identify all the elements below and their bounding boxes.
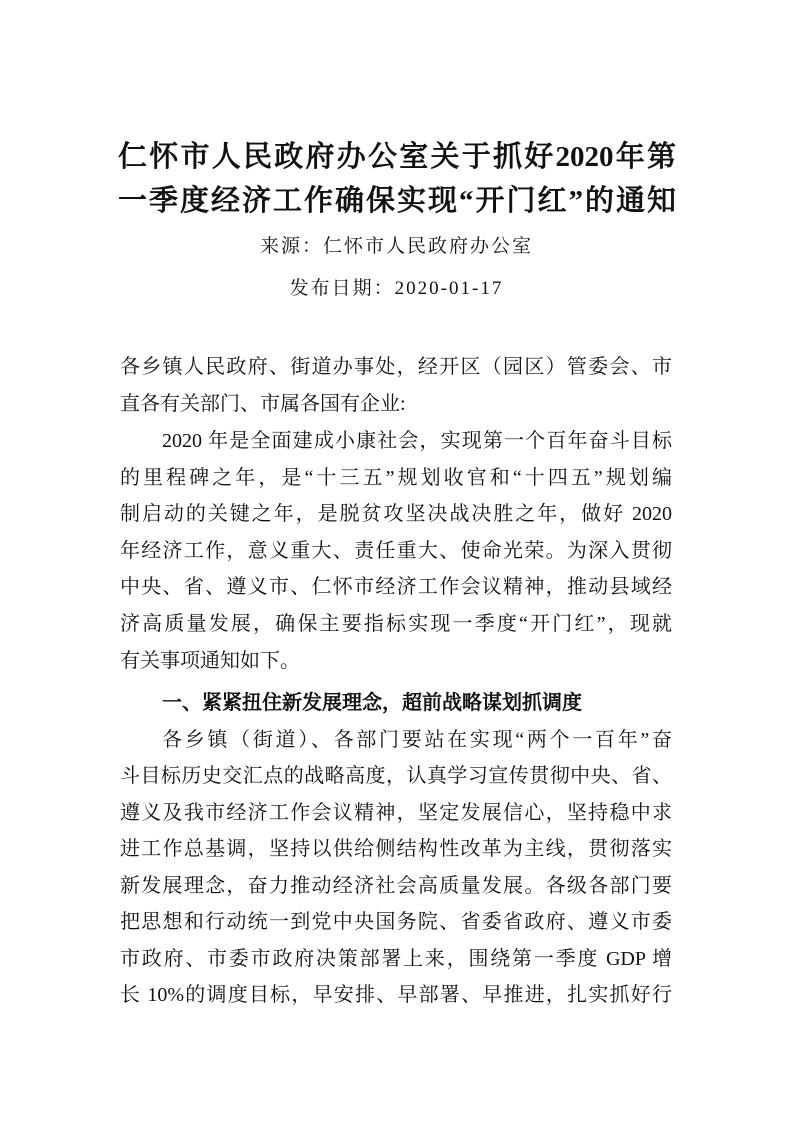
section-line: 新发展理念，奋力推动经济社会高质量发展。各级各部门要 <box>120 875 672 897</box>
body-line: 2020 年是全面建成小康社会，实现第一个百年奋斗目标 <box>162 430 672 452</box>
document-source: 来源：仁怀市人民政府办公室 <box>259 236 533 257</box>
section-line: 遵义及我市经济工作会议精神，坚定发展信心，坚持稳中求 <box>120 802 672 824</box>
body-line: 制启动的关键之年，是脱贫攻坚决战决胜之年，做好 2020 <box>120 503 672 525</box>
section-line: 斗目标历史交汇点的战略高度，认真学习宣传贯彻中央、省、 <box>120 765 672 787</box>
section-line: 市政府、市委市政府决策部署上来，围绕第一季度 GDP 增 <box>120 948 672 970</box>
body-line: 中央、省、遵义市、仁怀市经济工作会议精神，推动县域经 <box>120 576 672 598</box>
body-line: 各乡镇人民政府、街道办事处，经开区（园区）管委会、市 <box>120 356 672 378</box>
section-line: 各乡镇（街道）、各部门要站在实现“两个一百年”奋 <box>162 729 672 751</box>
section-heading: 一、紧紧扭住新发展理念，超前战略谋划抓调度 <box>162 692 582 714</box>
body-line: 的里程碑之年，是“十三五”规划收官和“十四五”规划编 <box>120 467 672 489</box>
document-title-line-2: 一季度经济工作确保实现“开门红”的通知 <box>118 185 676 217</box>
section-line: 把思想和行动统一到党中央国务院、省委省政府、遵义市委 <box>120 911 672 933</box>
body-line: 济高质量发展，确保主要指标实现一季度“开门红”，现就 <box>120 613 672 635</box>
document-date: 发布日期：2020-01-17 <box>289 278 504 299</box>
section-line: 长 10%的调度目标，早安排、早部署、早推进，扎实抓好行 <box>120 984 672 1006</box>
document-title-line-1: 仁怀市人民政府办公室关于抓好2020年第 <box>118 141 676 173</box>
body-line: 年经济工作，意义重大、责任重大、使命光荣。为深入贯彻 <box>120 540 672 562</box>
body-line: 直各有关部门、市属各国有企业: <box>120 393 406 415</box>
body-line: 有关事项通知如下。 <box>120 650 300 672</box>
section-line: 进工作总基调，坚持以供给侧结构性改革为主线，贯彻落实 <box>120 838 672 860</box>
